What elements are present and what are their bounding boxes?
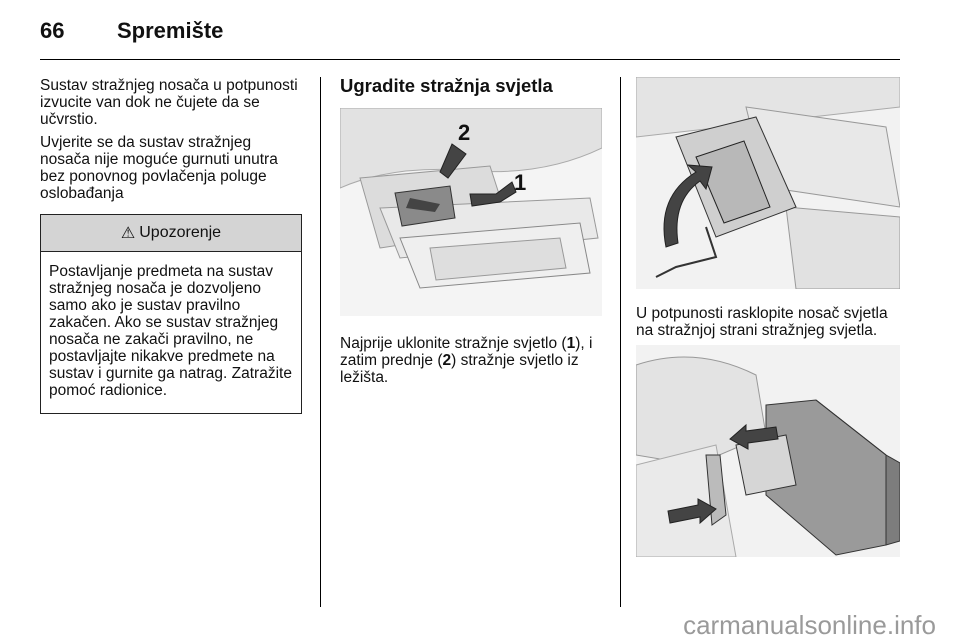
watermark: carmanualsonline.info <box>683 610 936 640</box>
column-divider <box>620 77 621 607</box>
callout-reference: 1 <box>566 335 576 352</box>
warning-header <box>41 215 301 252</box>
figure-caption: U potpunosti rasklopite nosač svjetla na stražnjoj strani stražnjeg svjetla. <box>636 305 888 339</box>
callout-label-1: 1 <box>514 170 527 195</box>
page-number: 66 <box>40 18 65 43</box>
header-divider <box>40 59 900 60</box>
warning-title: Upozorenje <box>139 224 222 241</box>
warning-text: Postavljanje predmeta na sustav stražnjeg nosača je dozvoljeno samo ako je sustav pravilno zakačen. Ako se sustav stražnjeg nosača ne zakači pravilno, ne postavljajte nikakve predmete na sustav i gurnite ga natrag. Zatražite pomoć radionice. <box>49 263 292 399</box>
instruction-paragraph: Uvjerite se da sustav stražnjeg nosača nije moguće gurnuti unutra bez ponovnog povlačenja poluge oslobađanja <box>40 134 278 202</box>
column-middle <box>340 77 608 108</box>
column-divider <box>320 77 321 607</box>
figure-caption: Najprije uklonite stražnje svjetlo (1), i zatim prednje (2) stražnje svjetlo iz ležišta. <box>340 335 593 386</box>
callout-reference: 2 <box>442 352 452 369</box>
light-holder-unfold-illustration <box>636 77 900 289</box>
column-left <box>40 77 304 208</box>
page-title: Spremište <box>117 18 224 43</box>
callout-label-2: 2 <box>458 120 471 145</box>
instruction-paragraph: Sustav stražnjeg nosača u potpunosti izvucite van dok ne čujete da se učvrstio. <box>40 77 298 128</box>
warning-icon: ⚠ <box>120 225 136 242</box>
tail-light-removal-illustration <box>340 108 602 316</box>
section-title: Ugradite stražnja svjetla <box>340 75 553 96</box>
warning-box <box>40 214 302 414</box>
tail-light-insert-illustration <box>636 345 900 557</box>
